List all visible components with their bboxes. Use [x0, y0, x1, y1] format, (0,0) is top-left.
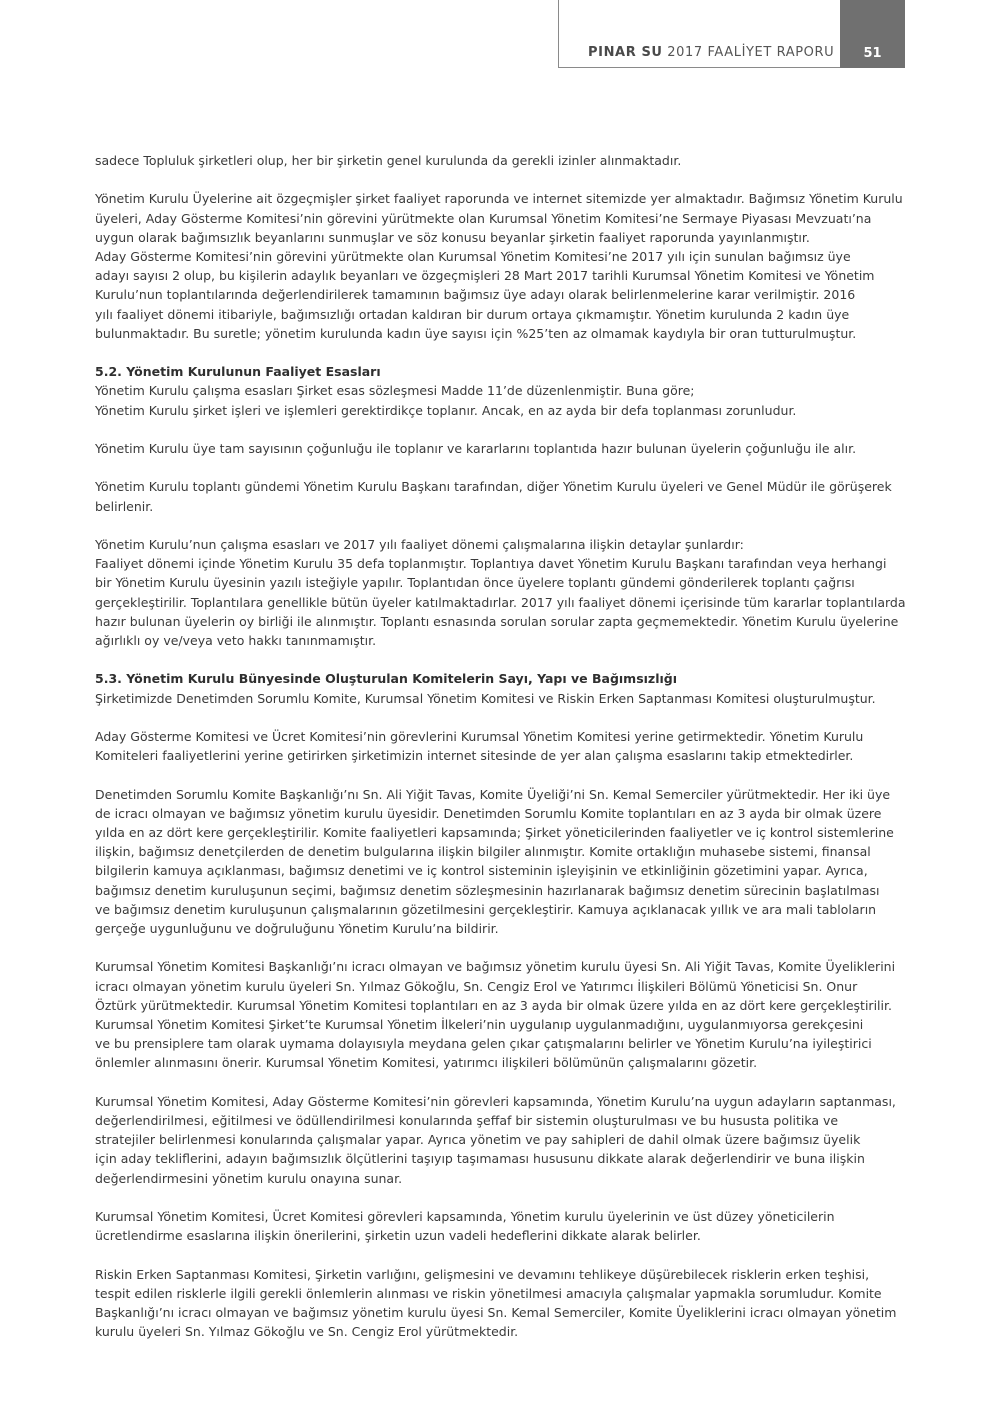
paragraph: Yönetim Kurulu toplantı gündemi Yönetim Kurulu Başkanı tarafından, diğer Yönetim Kurulu üyeleri ve Genel Müdür ile görüşerek belirlenir.	[95, 479, 892, 514]
report-title: 2017 FAALİYET RAPORU	[662, 45, 835, 60]
paragraph: Kurumsal Yönetim Komitesi, Aday Gösterme Komitesi’nin görevleri kapsamında, Yönetim Kurulu’na uygun adayların saptanması, değerlendirilmesi, eğitilmesi ve ödüllendirilmesi konularında şeffaf bir sistemin oluşturulması ve bu hususta politika ve stratejiler belirlenmesi konularında çalışmalar yapar. Ayrıca yönetim ve pay sahipleri de dahil olmak üzere bağımsız üyelik için aday tekliflerini, adayın bağımsızlık ölçütlerini taşıyıp taşımaması hususunu dikkate alarak değerlendirir ve buna ilişkin değerlendirmesini yönetim kurulu onayına sunar.	[95, 1093, 896, 1186]
paragraph: Şirketimizde Denetimden Sorumlu Komite, Kurumsal Yönetim Komitesi ve Riskin Erken Saptanması Komitesi oluşturulmuştur.	[95, 690, 876, 706]
report-header	[588, 45, 834, 60]
document-body	[95, 151, 910, 1341]
paragraph: Yönetim Kurulu çalışma esasları Şirket esas sözleşmesi Madde 11’de düzenlenmiştir. Buna göre; Yönetim Kurulu şirket işleri ve işlemleri gerektirdikçe toplanır. Ancak, en az ayda bir defa toplanması zorunludur.	[95, 383, 797, 418]
paragraph: sadece Topluluk şirketleri olup, her bir şirketin genel kurulunda da gerekli izinler alınmaktadır.	[95, 153, 682, 168]
paragraph: Aday Gösterme Komitesi ve Ücret Komitesi’nin görevlerini Kurumsal Yönetim Komitesi yerine getirmektedir. Yönetim Kurulu Komiteleri faaliyetlerini yerine getirirken şirketimizin internet sitesinde de yer alan çalışma esaslarını takip etmektedirler.	[95, 728, 864, 764]
brand-name: PINAR SU	[588, 45, 663, 60]
paragraph: Yönetim Kurulu Üyelerine ait özgeçmişler şirket faaliyet raporunda ve internet sitemizde yer almaktadır. Bağımsız Yönetim Kurulu üyeleri, Aday Gösterme Komitesi’nin görevini yürütmekte olan Kurumsal Yönetim Komitesi’ne Sermaye Piyasası Mevzuatı’na uygun olarak bağımsızlık beyanlarını sunmuşlar ve söz konusu beyanlar şirketin faaliyet raporunda yayınlanmıştır. Aday Gösterme Komitesi’nin görevini yürütmekte olan Kurumsal Yönetim Komitesi’ne 2017 yılı için sunulan bağımsız üye adayı sayısı 2 olup, bu kişilerin adaylık beyanları ve özgeçmişleri 28 Mart 2017 tarihli Kurumsal Yönetim Komitesi ve Yönetim Kurulu’nun toplantılarında değerlendirilerek tamamının bağımsız üye adayı olarak belirlenmelerine karar verilmiştir. 2016 yılı faaliyet dönemi itibariyle, bağımsızlığı ortadan kaldıran bir durum ortaya çıkmamıştır. Yönetim kurulunda 2 kadın üye bulunmaktadır. Bu suretle; yönetim kurulunda kadın üye sayısı için %25’ten az olmamak kaydıyla bir oran tutturulmuştur.	[95, 191, 903, 341]
paragraph: Yönetim Kurulu’nun çalışma esasları ve 2017 yılı faaliyet dönemi çalışmalarına ilişkin detaylar şunlardır: Faaliyet dönemi içinde Yönetim Kurulu 35 defa toplanmıştır. Toplantıya davet Yönetim Kurulu Başkanı tarafından veya herhangi bir Yönetim Kurulu üyesinin yazılı isteğiyle yapılır. Toplantıdan önce üyelere toplantı gündemi gönderilerek toplantı çağrısı gerçekleştirilir. Toplantılara genellikle bütün üyeler katılmaktadırlar. 2017 yılı faaliyet dönemi içerisinde tüm kararlar toplantılarda hazır bulunan üyelerin oy birliği ile alınmıştır. Toplantı esnasında sorulan sorular zapta geçmemektedir. Yönetim Kurulu üyelerine ağırlıklı oy ve/veya veto hakkı tanınmamıştır.	[95, 536, 906, 648]
paragraph: Riskin Erken Saptanması Komitesi, Şirketin varlığını, gelişmesini ve devamını tehlikeye düşürebilecek risklerin erken teşhisi, tespit edilen risklerle ilgili gerekli önlemlerin alınması ve riskin yönetilmesi amacıyla çalışmalar yapmakla sorumludur. Komite Başkanlığı’nı icracı olmayan ve bağımsız yönetim kurulu üyesi Sn. Kemal Semerciler, Komite Üyeliklerini icracı olmayan yönetim kurulu üyeleri Sn. Yılmaz Gökoğlu ve Sn. Cengiz Erol yürütmektedir.	[95, 1266, 897, 1340]
page-number: 51	[863, 46, 882, 61]
paragraph: Kurumsal Yönetim Komitesi, Ücret Komitesi görevleri kapsamında, Yönetim kurulu üyelerinin ve üst düzey yöneticilerin ücretlendirme esaslarına ilişkin önerilerini, şirketin uzun vadeli hedeflerini dikkate alarak belirler.	[95, 1209, 835, 1244]
page-number-badge	[840, 0, 905, 68]
section-heading-5-3: 5.3. Yönetim Kurulu Bünyesinde Oluşturulan Komitelerin Sayı, Yapı ve Bağımsızlığı	[95, 671, 678, 687]
paragraph: Yönetim Kurulu üye tam sayısının çoğunluğu ile toplanır ve kararlarını toplantıda hazır bulunan üyelerin çoğunluğu ile alır.	[95, 441, 857, 456]
paragraph: Kurumsal Yönetim Komitesi Başkanlığı’nı icracı olmayan ve bağımsız yönetim kurulu üyesi Sn. Ali Yiğit Tavas, Komite Üyeliklerini icracı olmayan yönetim kurulu üyeleri Sn. Yılmaz Gökoğlu, Sn. Cengiz Erol ve Yatırımcı İlişkileri Bölümü Yöneticisi Sn. Onur Öztürk yürütmektedir. Kurumsal Yönetim Komitesi toplantıları en az 3 ayda bir olmak üzere yılda en az dört kere gerçekleştirilir. Kurumsal Yönetim Komitesi Şirket’te Kurumsal Yönetim İlkeleri’nin uygulanıp uygulanmadığını, uygulanmıyorsa gerekçesini ve bu prensiplere tam olarak uymama dolayısıyla meydana gelen çıkar çatışmalarını belirler ve Yönetim Kurulu’na iyileştirici önlemler alınmasını önerir. Kurumsal Yönetim Komitesi, yatırımcı ilişkileri bölümünün çalışmalarını gözetir.	[95, 959, 896, 1071]
paragraph: Denetimden Sorumlu Komite Başkanlığı’nı Sn. Ali Yiğit Tavas, Komite Üyeliği’ni Sn. Kemal Semerciler yürütmektedir. Her iki üye de icracı olmayan ve bağımsız yönetim kurulu üyesidir. Denetimden Sorumlu Komite toplantıları en az 3 ayda bir olmak üzere yılda en az dört kere gerçekleştirilir. Komite faaliyetleri kapsamında; Şirket yöneticilerinden faaliyetler ve iç kontrol sistemlerine ilişkin, bağımsız denetçilerden de denetim bulgularına ilişkin bilgiler alınmıştır. Komite ortaklığın muhasebe sistemi, finansal bilgilerin kamuya açıklanması, bağımsız denetimi ve iç kontrol sisteminin işleyişinin ve etkinliğinin gözetimini yapar. Ayrıca, bağımsız denetim kuruluşunun seçimi, bağımsız denetim sözleşmesinin hazırlanarak bağımsız denetim sürecinin başlatılması ve bağımsız denetim kuruluşunun çalışmalarının gözetilmesini gerçekleştirir. Kamuya açıklanacak yıllık ve ara mali tabloların gerçeğe uygunluğunu ve doğruluğunu Yönetim Kurulu’na bildirir.	[95, 786, 894, 936]
section-heading-5-2: 5.2. Yönetim Kurulunun Faaliyet Esasları	[95, 364, 381, 380]
